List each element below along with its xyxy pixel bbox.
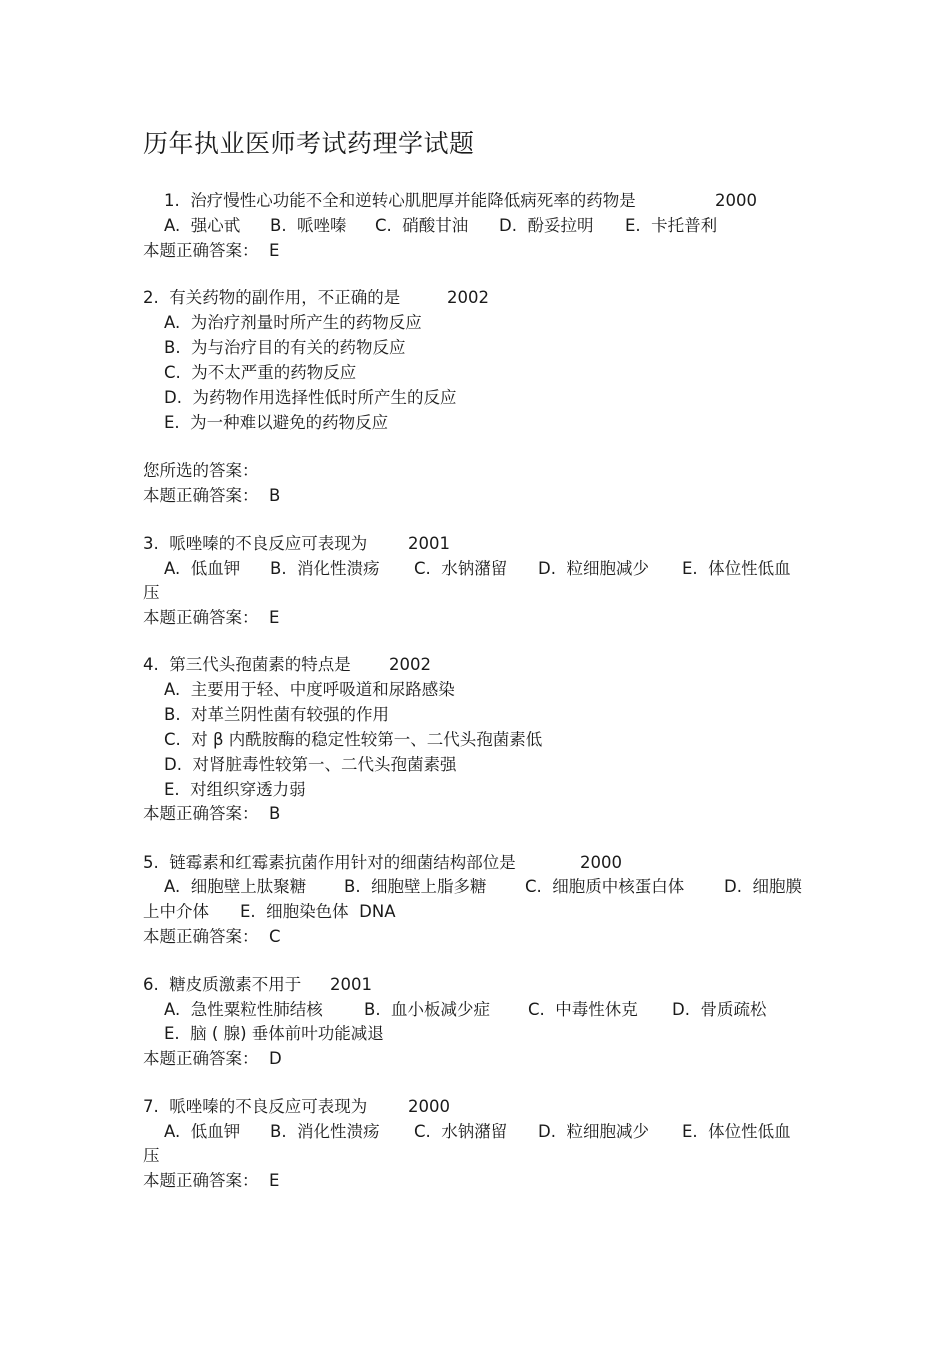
question-6-option-d: D. 骨质疏松 [672, 1000, 767, 1019]
question-2-option-c: C. 为不太严重的药物反应 [164, 363, 357, 382]
question-7-option-a: A. 低血钾 [164, 1122, 241, 1141]
question-2-stem: 2. 有关药物的副作用，不正确的是 [143, 288, 401, 307]
question-5-year: 2000 [580, 853, 622, 872]
question-4-stem: 4. 第三代头孢菌素的特点是 [143, 655, 351, 674]
question-2-answer: 本题正确答案： B [143, 486, 281, 505]
question-1-option-e: E. 卡托普利 [625, 216, 718, 235]
question-4-year: 2002 [389, 655, 431, 674]
question-2-year: 2002 [447, 288, 489, 307]
question-1-option-d: D. 酚妥拉明 [499, 216, 594, 235]
question-4-option-c: C. 对 β 内酰胺酶的稳定性较第一、二代头孢菌素低 [164, 730, 543, 749]
question-5-option-b: B. 细胞壁上脂多糖 [344, 877, 487, 896]
question-2-option-b: B. 为与治疗目的有关的药物反应 [164, 338, 406, 357]
question-1-stem: 1. 治疗慢性心功能不全和逆转心肌肥厚并能降低病死率的药物是 [164, 191, 636, 210]
question-4-option-a: A. 主要用于轻、中度呼吸道和尿路感染 [164, 680, 455, 699]
question-4-option-e: E. 对组织穿透力弱 [164, 780, 306, 799]
question-7-answer: 本题正确答案： E [143, 1171, 280, 1190]
question-5-option-d: D. 细胞膜 [724, 877, 802, 896]
question-4-option-d: D. 对肾脏毒性较第一、二代头孢菌素强 [164, 755, 457, 774]
question-3-option-e-wrap: 压 [143, 583, 160, 602]
question-2-option-a: A. 为治疗剂量时所产生的药物反应 [164, 313, 422, 332]
question-2-selected-answer: 您所选的答案： [143, 461, 259, 480]
question-3-option-e: E. 体位性低血 [682, 559, 791, 578]
question-3-option-d: D. 粒细胞减少 [538, 559, 649, 578]
page-title: 历年执业医师考试药理学试题 [143, 129, 475, 158]
question-1-option-c: C. 硝酸甘油 [375, 216, 469, 235]
question-7-option-c: C. 水钠潴留 [414, 1122, 508, 1141]
question-3-option-c: C. 水钠潴留 [414, 559, 508, 578]
question-6-option-b: B. 血小板减少症 [364, 1000, 491, 1019]
question-6-option-a: A. 急性粟粒性肺结核 [164, 1000, 323, 1019]
question-6-answer: 本题正确答案： D [143, 1049, 282, 1068]
question-3-answer: 本题正确答案： E [143, 608, 280, 627]
question-5-option-a: A. 细胞壁上肽聚糖 [164, 877, 307, 896]
question-6-year: 2001 [330, 975, 372, 994]
question-6-stem: 6. 糖皮质激素不用于 [143, 975, 302, 994]
question-7-option-e: E. 体位性低血 [682, 1122, 791, 1141]
question-4-option-b: B. 对革兰阴性菌有较强的作用 [164, 705, 390, 724]
question-7-stem: 7. 哌唑嗪的不良反应可表现为 [143, 1097, 368, 1116]
question-1-answer: 本题正确答案： E [143, 241, 280, 260]
question-3-stem: 3. 哌唑嗪的不良反应可表现为 [143, 534, 368, 553]
question-5-option-c: C. 细胞质中核蛋白体 [525, 877, 685, 896]
question-5-stem: 5. 链霉素和红霉素抗菌作用针对的细菌结构部位是 [143, 853, 516, 872]
question-2-option-d: D. 为药物作用选择性低时所产生的反应 [164, 388, 457, 407]
question-1-year: 2000 [715, 191, 757, 210]
question-4-answer: 本题正确答案： B [143, 804, 281, 823]
question-6-option-e: E. 脑 ( 腺) 垂体前叶功能减退 [164, 1024, 384, 1043]
question-7-option-b: B. 消化性溃疡 [270, 1122, 380, 1141]
question-7-option-e-wrap: 压 [143, 1146, 160, 1165]
question-7-option-d: D. 粒细胞减少 [538, 1122, 649, 1141]
question-3-option-b: B. 消化性溃疡 [270, 559, 380, 578]
question-5-answer: 本题正确答案： C [143, 927, 281, 946]
question-3-option-a: A. 低血钾 [164, 559, 241, 578]
question-7-year: 2000 [408, 1097, 450, 1116]
question-1-option-b: B. 哌唑嗪 [270, 216, 347, 235]
question-2-option-e: E. 为一种难以避免的药物反应 [164, 413, 389, 432]
question-1-option-a: A. 强心甙 [164, 216, 241, 235]
question-5-option-e: E. 细胞染色体 DNA [240, 902, 396, 921]
question-5-option-d-wrap: 上中介体 [143, 902, 209, 921]
question-3-year: 2001 [408, 534, 450, 553]
question-6-option-c: C. 中毒性休克 [528, 1000, 638, 1019]
